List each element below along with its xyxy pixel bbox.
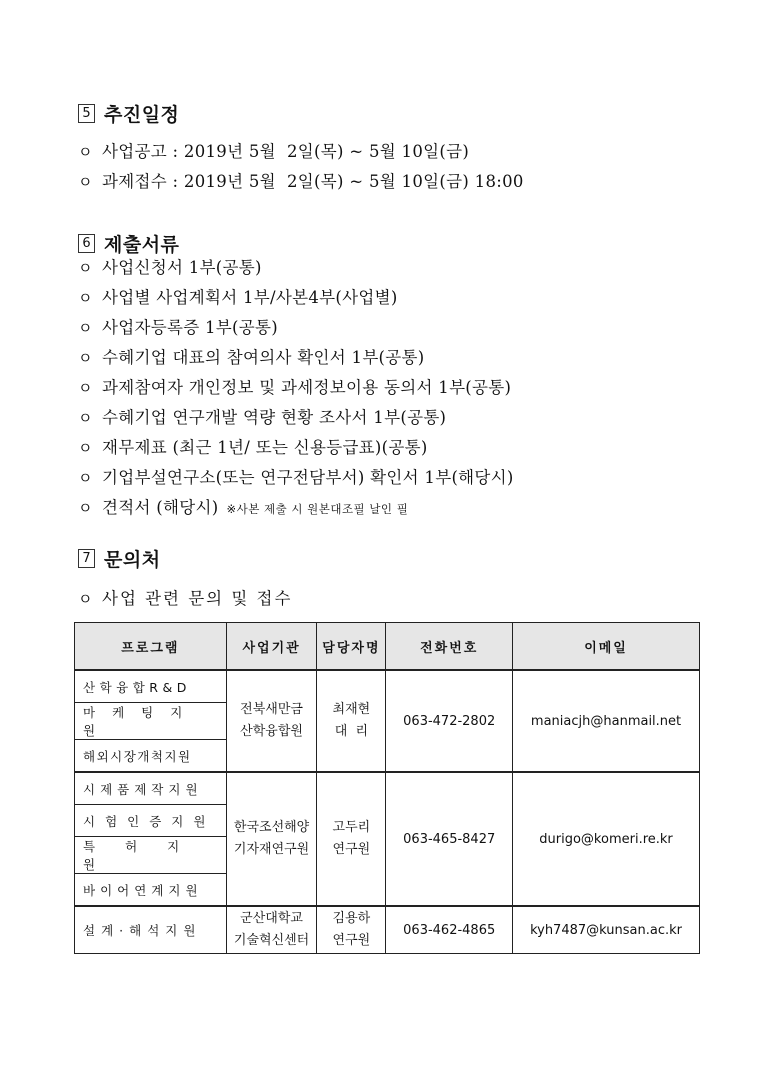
list-item — [78, 585, 292, 615]
organization-cell — [226, 772, 317, 906]
bullet-mark: ㅇ — [78, 349, 93, 367]
org-name-line2: 기자재연구원 — [233, 842, 310, 857]
list-item-text: 사업공고 : 2019년 5월 2일(목) ~ 5월 10일(금) — [102, 142, 470, 161]
list-item-text: 사업자등록증 1부(공통) — [102, 318, 278, 337]
section-6-heading — [78, 230, 179, 257]
header-organization: 사업기관 — [226, 623, 317, 671]
list-item-text: 재무제표 (최근 1년/ 또는 신용등급표)(공통) — [102, 438, 428, 457]
organization-cell — [226, 670, 317, 772]
bullet-mark: ㅇ — [78, 499, 93, 517]
org-name-line2: 기술혁신센터 — [233, 933, 310, 948]
email-cell: maniacjh@hanmail.net — [513, 670, 700, 772]
bullet-mark: ㅇ — [78, 409, 93, 427]
list-item — [78, 168, 524, 198]
org-name-line1: 군산대학교 — [240, 911, 303, 926]
header-email: 이메일 — [513, 623, 700, 671]
bullet-mark: ㅇ — [78, 259, 93, 277]
bullet-mark: ㅇ — [78, 439, 93, 457]
program-cell: 마케팅지원 — [75, 703, 227, 740]
person-name: 고두리 — [332, 820, 371, 835]
organization-cell — [226, 906, 317, 954]
list-item — [78, 404, 514, 434]
table-row — [75, 772, 700, 805]
bullet-mark: ㅇ — [78, 173, 93, 191]
program-cell: 해외시장개척지원 — [75, 740, 227, 773]
list-item — [78, 464, 514, 494]
bullet-mark: ㅇ — [78, 143, 93, 161]
program-cell: 특허지원 — [75, 837, 227, 874]
list-item-text: 수혜기업 연구개발 역량 현황 조사서 1부(공통) — [102, 408, 447, 427]
list-item — [78, 138, 524, 168]
table-row — [75, 670, 700, 703]
schedule-list — [78, 138, 524, 198]
section-title: 문의처 — [104, 549, 161, 571]
list-item-text: 기업부설연구소(또는 연구전담부서) 확인서 1부(해당시) — [102, 468, 514, 487]
phone-cell: 063-472-2802 — [386, 670, 513, 772]
contact-person-cell — [317, 906, 386, 954]
contact-person-cell — [317, 772, 386, 906]
table-row — [75, 906, 700, 954]
org-name-line1: 전북새만금 — [240, 702, 303, 717]
contact-list — [78, 585, 292, 615]
phone-cell: 063-462-4865 — [386, 906, 513, 954]
program-cell: 설계·해석지원 — [75, 906, 227, 954]
list-item-text: 사업별 사업계획서 1부/사본4부(사업별) — [102, 288, 398, 307]
section-title: 추진일정 — [104, 104, 180, 126]
list-item-text: 과제참여자 개인정보 및 과세정보이용 동의서 1부(공통) — [102, 378, 512, 397]
header-contact-person: 담당자명 — [317, 623, 386, 671]
section-7-heading — [78, 545, 161, 572]
list-item — [78, 434, 514, 464]
person-title: 연구원 — [332, 842, 371, 857]
contact-table — [74, 622, 700, 954]
org-name-line2: 산학융합원 — [240, 724, 303, 739]
list-item — [78, 254, 514, 284]
section-number-box: 7 — [78, 549, 95, 568]
header-phone: 전화번호 — [386, 623, 513, 671]
section-number-box: 6 — [78, 234, 95, 253]
section-title: 제출서류 — [104, 234, 180, 256]
person-title: 대 리 — [334, 724, 369, 739]
email-cell: kyh7487@kunsan.ac.kr — [513, 906, 700, 954]
program-cell: 산학융합R&D — [75, 670, 227, 703]
copy-note: ※사본 제출 시 원본대조필 날인 필 — [226, 502, 409, 516]
list-item — [78, 284, 514, 314]
program-cell: 시험인증지원 — [75, 805, 227, 837]
section-number-box: 5 — [78, 104, 95, 123]
bullet-mark: ㅇ — [78, 319, 93, 337]
email-cell: durigo@komeri.re.kr — [513, 772, 700, 906]
person-name: 최재현 — [332, 702, 371, 717]
list-item-text: 과제접수 : 2019년 5월 2일(목) ~ 5월 10일(금) 18:00 — [102, 172, 524, 191]
list-item-text: 사업신청서 1부(공통) — [102, 258, 262, 277]
bullet-mark: ㅇ — [78, 469, 93, 487]
program-cell: 바이어연계지원 — [75, 874, 227, 907]
program-cell: 시제품제작지원 — [75, 772, 227, 805]
list-item — [78, 374, 514, 404]
header-program: 프로그램 — [75, 623, 227, 671]
bullet-mark: ㅇ — [78, 379, 93, 397]
contact-person-cell — [317, 670, 386, 772]
list-item — [78, 344, 514, 374]
list-item-text: 견적서 (해당시) — [102, 498, 219, 517]
phone-cell: 063-465-8427 — [386, 772, 513, 906]
org-name-line1: 한국조선해양 — [233, 820, 310, 835]
bullet-mark: ㅇ — [78, 289, 93, 307]
documents-list — [78, 254, 514, 524]
list-item — [78, 494, 514, 524]
section-5-heading — [78, 100, 179, 127]
bullet-mark: ㅇ — [78, 590, 93, 608]
person-title: 연구원 — [332, 933, 371, 948]
list-item-text: 사업 관련 문의 및 접수 — [102, 589, 293, 608]
list-item-text: 수혜기업 대표의 참여의사 확인서 1부(공통) — [102, 348, 425, 367]
person-name: 김용하 — [332, 911, 371, 926]
list-item — [78, 314, 514, 344]
table-header-row — [75, 623, 700, 671]
